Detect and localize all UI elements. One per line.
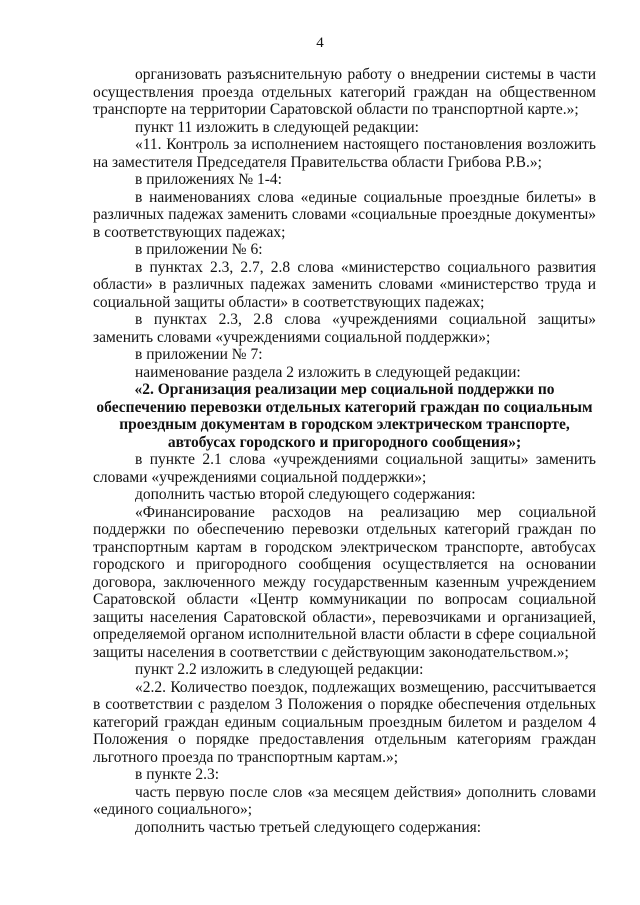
paragraph: в пунктах 2.3, 2.8 слова «учреждениями социальной защиты» заменить словами «учреждениями социальной поддержки»; — [93, 311, 596, 346]
paragraph: в пункте 2.3: — [135, 766, 220, 783]
paragraph: дополнить частью третьей следующего содержания: — [135, 818, 482, 836]
paragraph: в пункте 2.1 слова «учреждениями социальной защиты» заменить словами «учреждениями социальной поддержки»; — [93, 451, 596, 486]
paragraph: «11. Контроль за исполнением настоящего постановления возложить на заместителя Председателя Правительства области Грибова Р.В.»; — [93, 136, 596, 171]
paragraph: в приложениях № 1-4: — [135, 171, 282, 188]
paragraph: в приложении № 6: — [135, 241, 263, 258]
section-heading: «2. Организация реализации мер социальной поддержки по обеспечению перевозки отдельных категорий граждан по социальным проездным документам в городском электрическом транспорте, автобусах городского и пригородного сообщения»; — [96, 381, 593, 451]
paragraph: «2.2. Количество поездок, подлежащих возмещению, рассчитывается в соответствии с разделом 3 Положения о порядке обеспечения отдельных категорий граждан единым социальным проездным билетом и разделом 4 Положения о порядке предоставления отдельным категориям граждан льготного проезда по транспортным картам.»; — [93, 678, 596, 766]
page-number: 4 — [316, 35, 324, 51]
paragraph: организовать разъяснительную работу о внедрении системы в части осуществления проезда отдельных категорий граждан на общественном транспорте на территории Саратовской области по транспортной карте.»; — [93, 66, 596, 118]
paragraph: часть первую после слов «за месяцем действия» дополнить словами «единого социального»; — [93, 783, 596, 818]
paragraph: «Финансирование расходов на реализацию мер социальной поддержки по обеспечению перевозки отдельных категорий граждан по транспортным картам в городском электрическом транспорте, автобусах городского и пригородного сообщения осуществляется на основании договора, заключенного между государственным казенным учреждением Саратовской области «Центр коммуникации по вопросам социальной защиты населения Саратовской области», перевозчиками и организацией, определяемой органом исполнительной власти области в сфере социальной защиты населения в соответствии с действующим законодательством.»; — [93, 503, 596, 661]
paragraph: в пунктах 2.3, 2.7, 2.8 слова «министерство социального развития области» в различных падежах заменить словами «министерство труда и социальной защиты области» в соответствующих падежах; — [93, 258, 596, 311]
paragraph: в приложении № 7: — [135, 346, 263, 363]
paragraph: наименование раздела 2 изложить в следующей редакции: — [135, 363, 521, 381]
paragraph: дополнить частью второй следующего содержания: — [135, 486, 476, 503]
paragraph: пункт 2.2 изложить в следующей редакции: — [135, 661, 424, 678]
paragraph: пункт 11 изложить в следующей редакции: — [135, 118, 419, 136]
document-body — [93, 66, 596, 836]
paragraph: в наименованиях слова «единые социальные проездные билеты» в различных падежах заменить словами «социальные проездные документы» в соответствующих падежах; — [93, 188, 596, 241]
